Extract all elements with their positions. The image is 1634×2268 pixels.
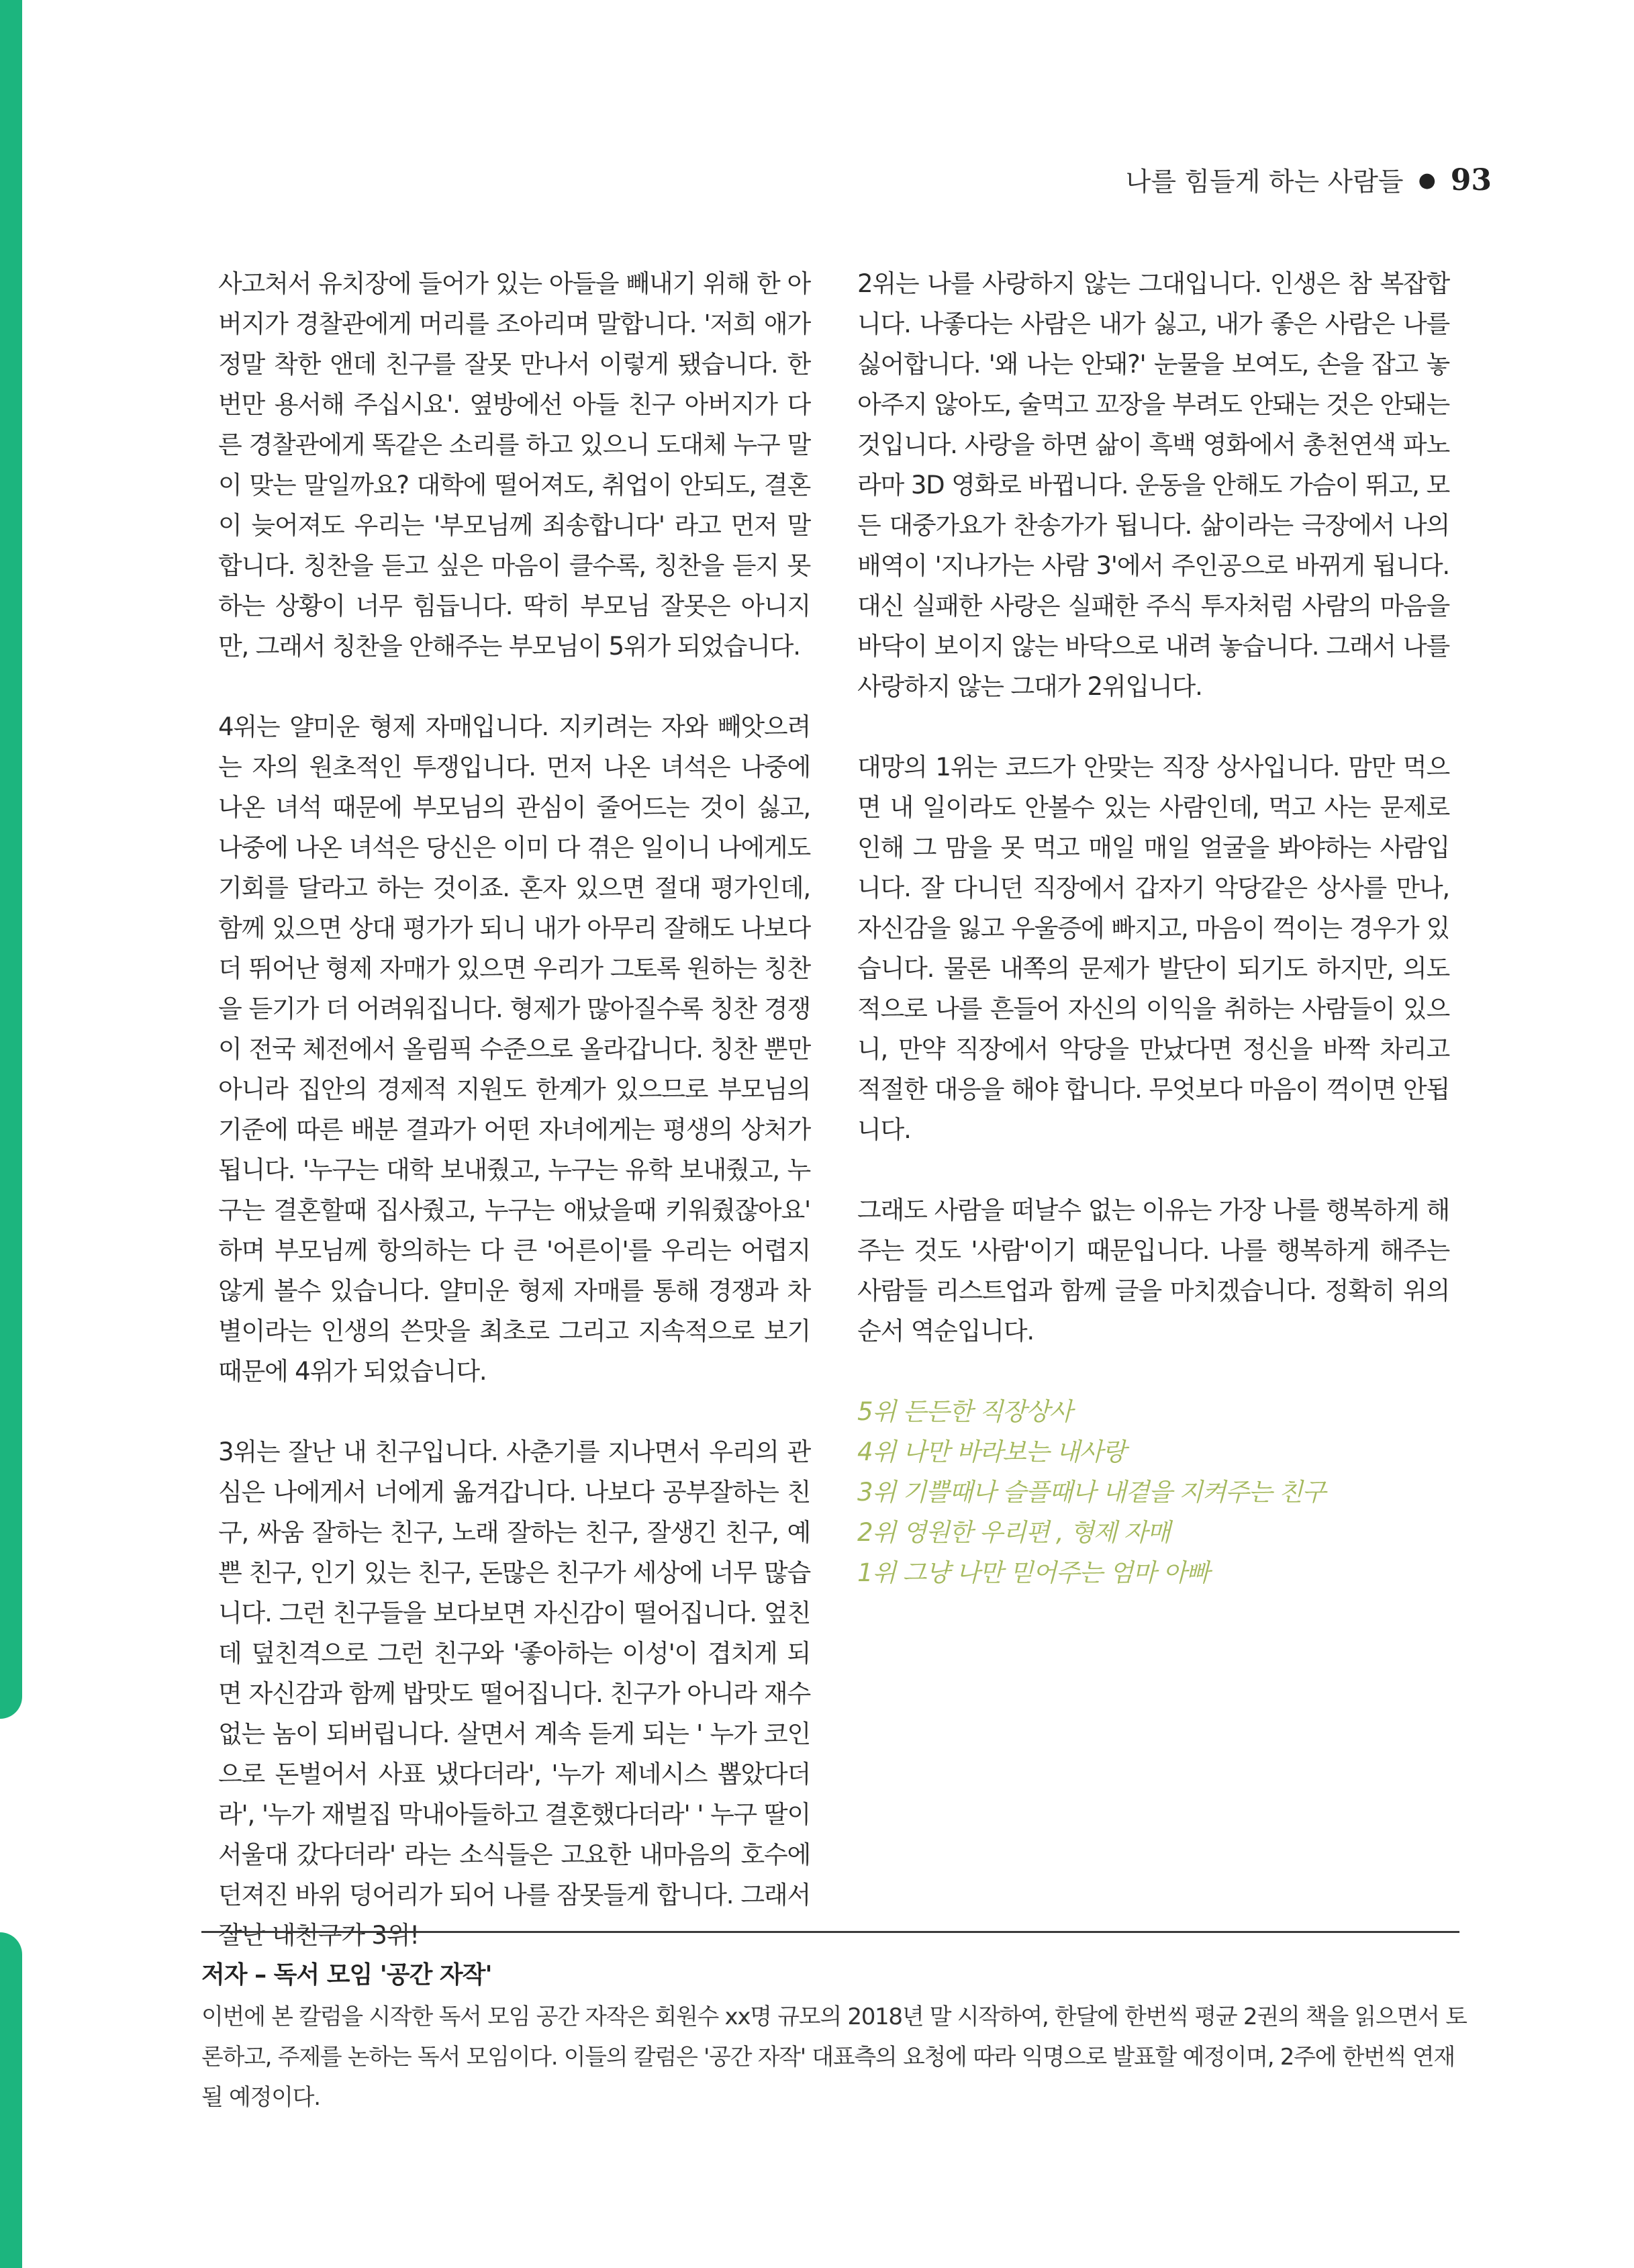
paragraph-rank-3: 3위는 잘난 내 친구입니다. 사춘기를 지나면서 우리의 관심은 나에게서 너에게 옮겨갑니다. 나보다 공부잘하는 친구, 싸움 잘하는 친구, 노래 잘하는 친구, 잘생긴 친구, 예쁜 친구, 인기 있는 친구, 돈많은 친구가 세상에 너무 많습니다. 그런 친구들을 보다보면 자신감이 떨어집니다. 엎친데 덮친격으로 그런 친구와 '좋아하는 이성'이 겹치게 되면 자신감과 함께 밥맛도 떨어집니다. 친구가 아니라 재수없는 놈이 되버립니다. 살면서 계속 듣게 되는 ' 누가 코인으로 돈벌어서 사표 냈다더라', '누가 제네시스 뽑았다더라', '누가 재벌집 막내아들하고 결혼했다더라' ' 누구 딸이 서울대 갔다더라' 라는 소식들은 고요한 내마음의 호수에 던져진 바위 덩어리가 되어 나를 잠못들게 합니다. 그래서 잘난 내친구가 3위!	[218, 1437, 810, 1950]
highlight-item: 4위 나만 바라보는 내사랑	[857, 1437, 1126, 1466]
divider	[201, 1931, 1459, 1933]
paragraph-rank-5: 사고처서 유치장에 들어가 있는 아들을 빼내기 위해 한 아버지가 경찰관에게 머리를 조아리며 말합니다. '저희 애가 정말 착한 앤데 친구를 잘못 만나서 이렇게 됐습니다. 한번만 용서해 주십시요'. 옆방에선 아들 친구 아버지가 다른 경찰관에게 똑같은 소리를 하고 있으니 도대체 누구 말이 맞는 말일까요? 대학에 떨어져도, 취업이 안되도, 결혼이 늦어져도 우리는 '부모님께 죄송합니다' 라고 먼저 말합니다. 칭찬을 듣고 싶은 마음이 클수록, 칭찬을 듣지 못하는 상황이 너무 힘듭니다. 딱히 부모님 잘못은 아니지만, 그래서 칭찬을 안해주는 부모님이 5위가 되었습니다.	[218, 269, 810, 661]
paragraph-rank-4: 4위는 얄미운 형제 자매입니다. 지키려는 자와 빼앗으려는 자의 원초적인 투쟁입니다. 먼저 나온 녀석은 나중에 나온 녀석 때문에 부모님의 관심이 줄어드는 것이 싫고, 나중에 나온 녀석은 당신은 이미 다 겪은 일이니 나에게도 기회를 달라고 하는 것이죠. 혼자 있으면 절대 평가인데, 함께 있으면 상대 평가가 되니 내가 아무리 잘해도 나보다 더 뛰어난 형제 자매가 있으면 우리가 그토록 원하는 칭찬을 듣기가 더 어려워집니다. 형제가 많아질수록 칭찬 경쟁이 전국 체전에서 올림픽 수준으로 올라갑니다. 칭찬 뿐만 아니라 집안의 경제적 지원도 한계가 있으므로 부모님의 기준에 따른 배분 결과가 어떤 자녀에게는 평생의 상처가 됩니다. '누구는 대학 보내줬고, 누구는 유학 보내줬고, 누구는 결혼할때 집사줬고, 누구는 애났을때 키워줬잖아요' 하며 부모님께 항의하는 다 큰 '어른이'를 우리는 어렵지 않게 볼수 있습니다. 얄미운 형제 자매를 통해 경쟁과 차별이라는 인생의 쓴맛을 최초로 그리고 지속적으로 보기 때문에 4위가 되었습니다.	[218, 712, 810, 1386]
highlight-item: 3위 기쁠때나 슬플때나 내곁을 지켜주는 친구	[857, 1478, 1325, 1507]
highlight-item: 1위 그냥 나만 믿어주는 엄마 아빠	[857, 1558, 1210, 1587]
accent-bar-top	[0, 0, 22, 1719]
highlight-item: 5위 든든한 직장상사	[857, 1397, 1072, 1426]
highlight-list	[857, 1392, 1449, 1593]
paragraph-rank-2: 2위는 나를 사랑하지 않는 그대입니다. 인생은 참 복잡합니다. 나좋다는 사람은 내가 싫고, 내가 좋은 사람은 나를 싫어합니다. '왜 나는 안돼?' 눈물을 보여도, 손을 잡고 놓아주지 않아도, 술먹고 꼬장을 부려도 안돼는 것은 안돼는 것입니다. 사랑을 하면 삶이 흑백 영화에서 총천연색 파노라마 3D 영화로 바뀝니다. 운동을 안해도 가슴이 뛰고, 모든 대중가요가 찬송가가 됩니다. 삶이라는 극장에서 나의 배역이 '지나가는 사람 3'에서 주인공으로 바뀌게 됩니다. 대신 실패한 사랑은 실패한 주식 투자처럼 사람의 마음을 바닥이 보이지 않는 바닥으로 내려 놓습니다. 그래서 나를 사랑하지 않는 그대가 2위입니다.	[857, 269, 1449, 701]
bullet-icon: ●	[1418, 168, 1436, 192]
highlight-item: 2위 영원한 우리편 , 형제 자매	[857, 1518, 1170, 1547]
section-title: 나를 힘들게 하는 사람들	[1125, 167, 1404, 197]
page-header	[1126, 161, 1492, 199]
left-column	[218, 264, 810, 1996]
author-heading: 저자 – 독서 모임 '공간 자작'	[201, 1961, 492, 1989]
page-number: 93	[1450, 162, 1492, 197]
author-body: 이번에 본 칼럼을 시작한 독서 모임 공간 자작은 회원수 xx명 규모의 2018년 말 시작하여, 한달에 한번씩 평균 2권의 책을 읽으면서 토론하고, 주제를 논하는 독서 모임이다. 이들의 칼럼은 '공간 자작' 대표측의 요청에 따라 익명으로 발표할 예정이며, 2주에 한번씩 연재 될 예정이다.	[201, 2003, 1467, 2111]
paragraph-rank-1: 대망의 1위는 코드가 안맞는 직장 상사입니다. 맘만 먹으면 내 일이라도 안볼수 있는 사람인데, 먹고 사는 문제로 인해 그 맘을 못 먹고 매일 매일 얼굴을 봐야하는 사람입니다. 잘 다니던 직장에서 갑자기 악당같은 상사를 만나, 자신감을 잃고 우울증에 빠지고, 마음이 꺽이는 경우가 있습니다. 물론 내쪽의 문제가 발단이 되기도 하지만, 의도적으로 나를 흔들어 자신의 이익을 취하는 사람들이 있으니, 만약 직장에서 악당을 만났다면 정신을 바짝 차리고 적절한 대응을 해야 합니다. 무엇보다 마음이 꺽이면 안됩니다.	[857, 753, 1449, 1144]
paragraph-conclusion: 그래도 사람을 떠날수 없는 이유는 가장 나를 행복하게 해주는 것도 '사람'이기 때문입니다. 나를 행복하게 해주는 사람들 리스트업과 함께 글을 마치겠습니다. 정확히 위의 순서 역순입니다.	[857, 1196, 1449, 1345]
accent-bar-bottom	[0, 1932, 22, 2268]
right-column	[857, 264, 1449, 1593]
author-box	[201, 1956, 1477, 2118]
